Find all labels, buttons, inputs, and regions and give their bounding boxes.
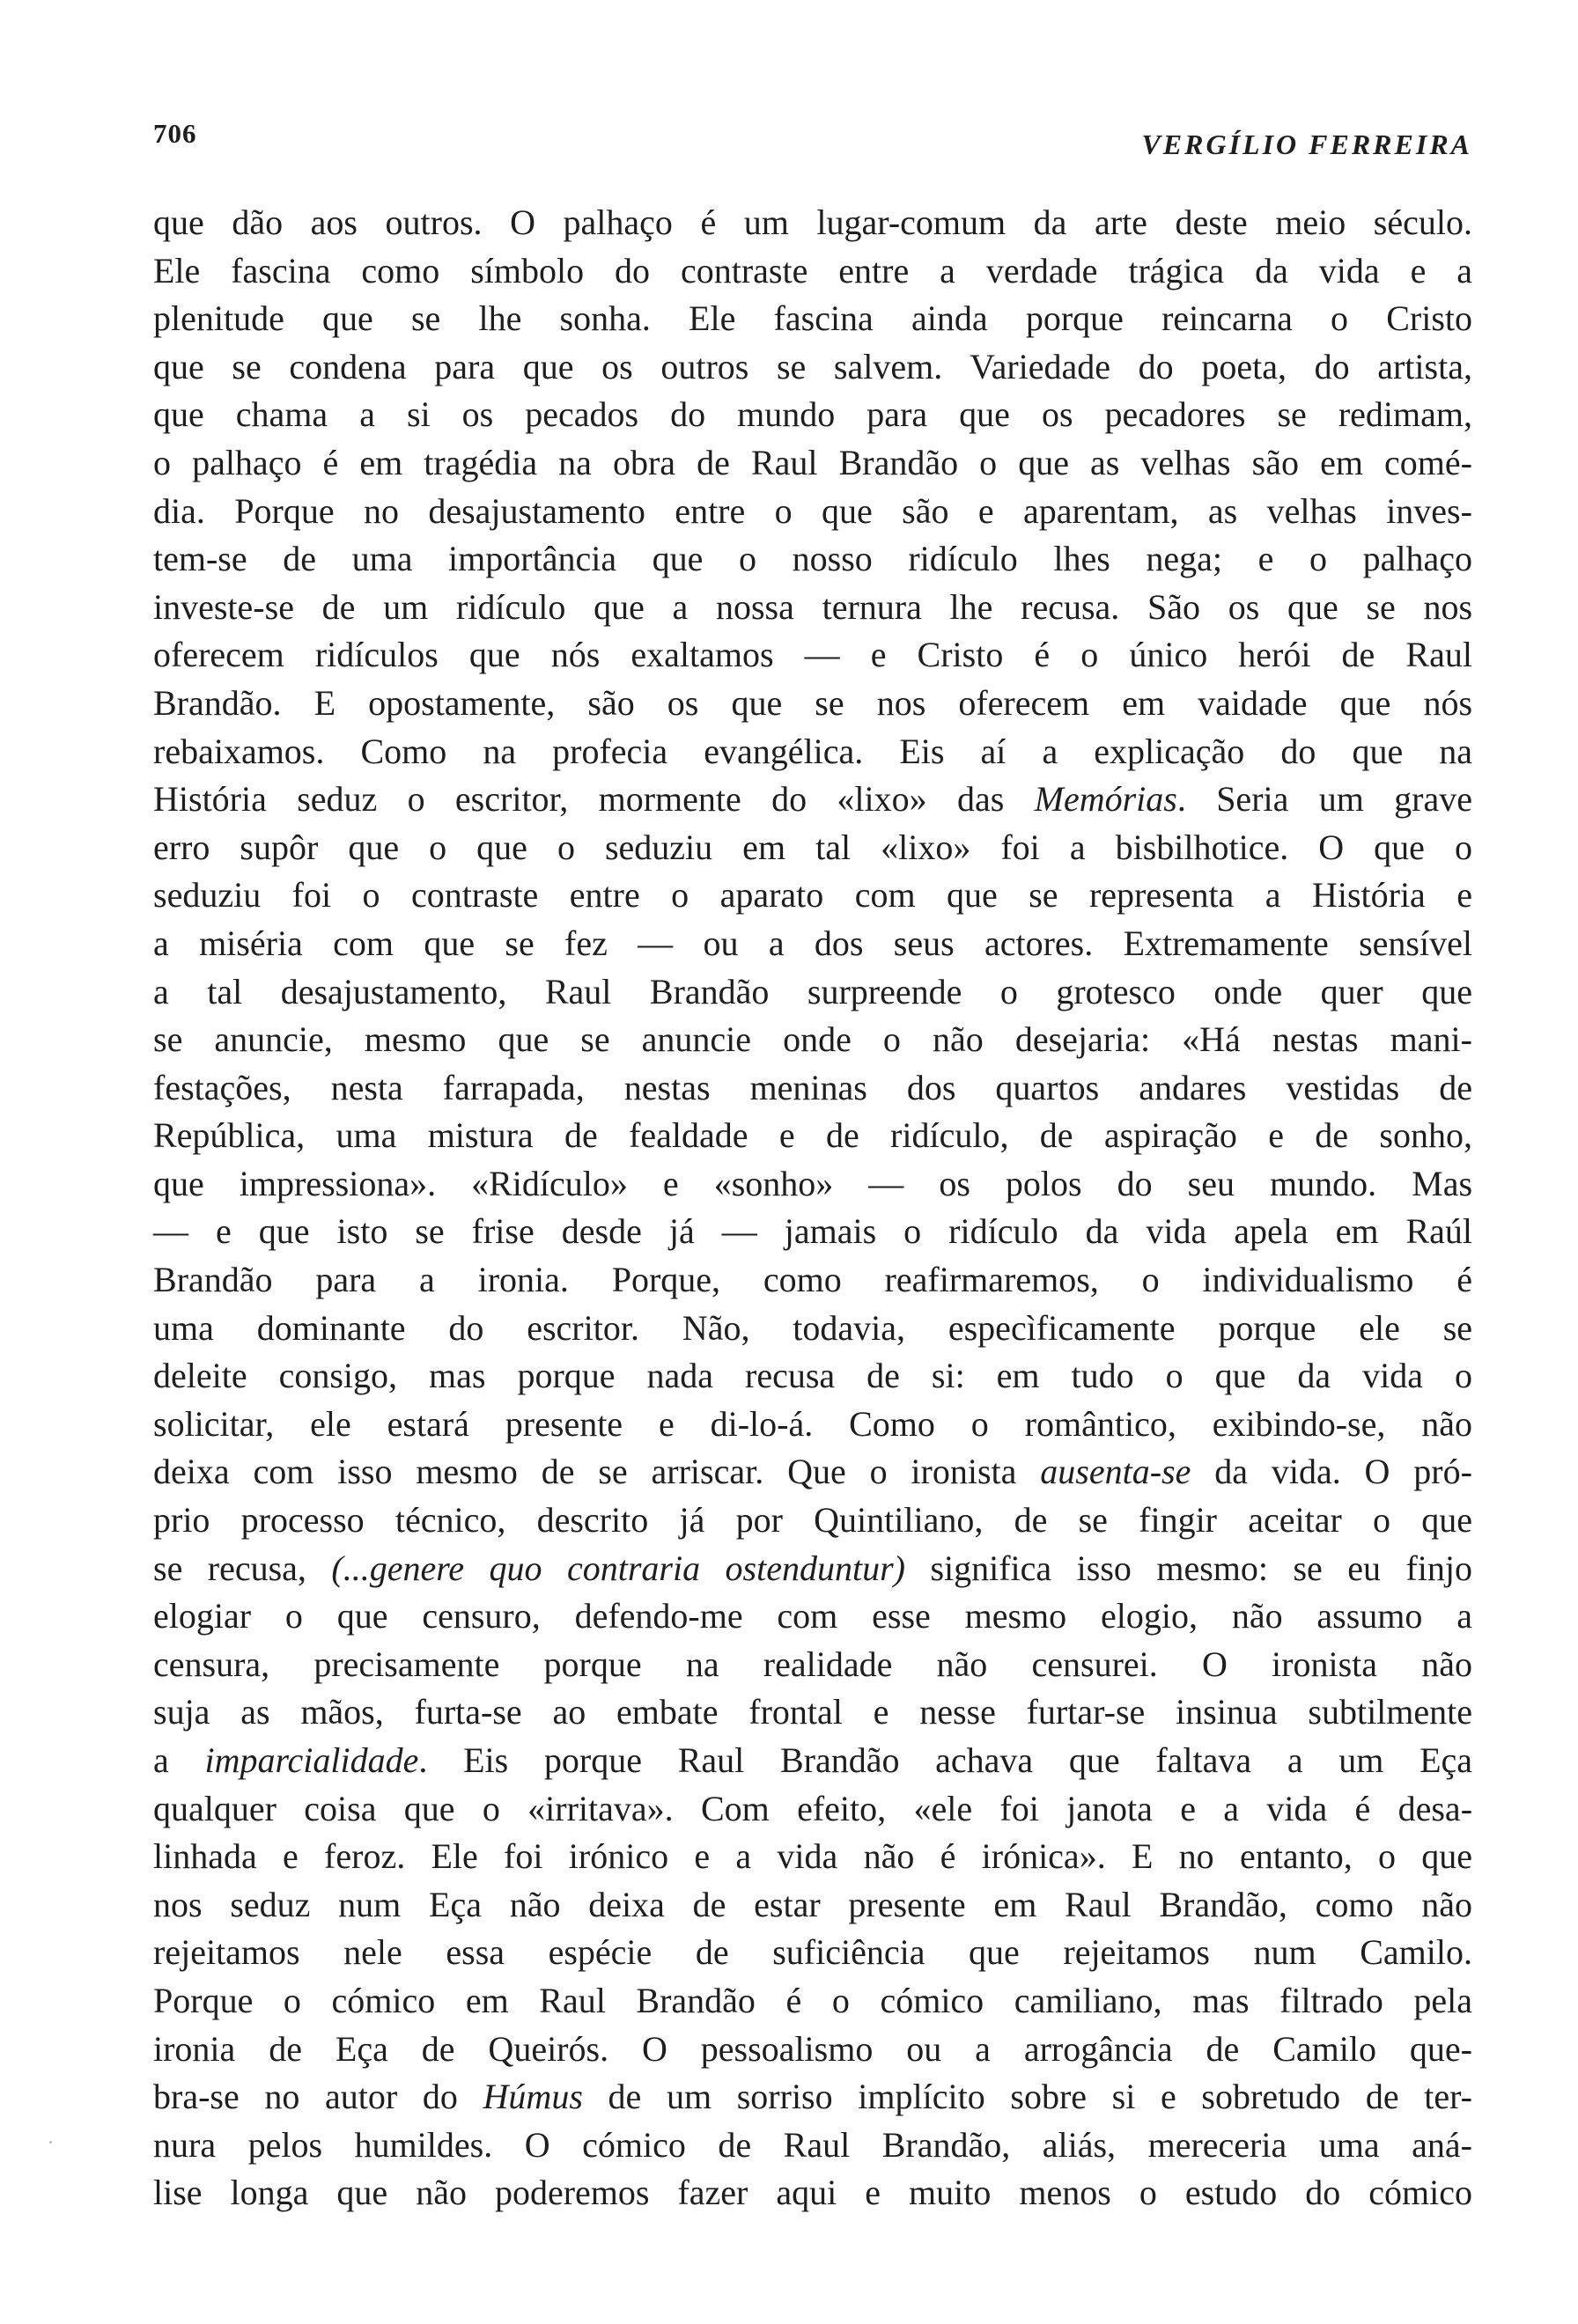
text-run: — e que isto se frise desde já — jamais o ridículo da vida apela em Raúl	[153, 1211, 1473, 1252]
body-text	[153, 199, 1472, 2217]
text-run: deleite consigo, mas porque nada recusa de si: em tudo o que da vida o	[153, 1356, 1472, 1396]
text-run: se anuncie, mesmo que se anuncie onde o não desejaria: «Há nestas mani-	[153, 1019, 1472, 1060]
text-run: tem-se de uma importância que o nosso ridículo lhes nega; e o palhaço	[153, 539, 1472, 579]
text-run: festações, nesta farrapada, nestas meninas dos quartos andares vestidas de	[153, 1067, 1472, 1107]
text-run: que chama a si os pecados do mundo para que os pecadores se redimam,	[153, 394, 1472, 435]
text-line	[153, 2073, 1472, 2122]
text-run: seduziu foi o contraste entre o aparato com que se representa a História e	[153, 875, 1473, 916]
text-run: rebaixamos. Como na profecia evangélica. Eis aí a explicação do que na	[153, 731, 1473, 771]
text-run: que impressiona». «Ridículo» e «sonho» — os polos do seu mundo. Mas	[153, 1163, 1473, 1203]
text-run: rejeitamos nele essa espécie de suficiência que rejeitamos num Camilo.	[153, 1932, 1473, 1973]
text-run: nura pelos humildes. O cómico de Raul Brandão, aliás, mereceria uma aná-	[153, 2124, 1472, 2165]
text-run: a tal desajustamento, Raul Brandão surpreende o grotesco onde quer que	[153, 971, 1472, 1011]
text-run: da vida. O pró-	[1191, 1452, 1472, 1492]
text-run: . Seria um grave	[1176, 779, 1472, 820]
text-line	[153, 1881, 1472, 1930]
text-run: lise longa que não poderemos fazer aqui e muito menos o estudo do cómico	[153, 2173, 1473, 2213]
italic-text: Húmus	[483, 2077, 583, 2117]
text-line	[153, 488, 1472, 536]
text-line	[153, 1545, 1472, 1593]
text-run: bra-se no autor do	[153, 2077, 483, 2117]
text-line	[153, 1929, 1472, 1977]
text-run: solicitar, ele estará presente e di-lo-á. Como o romântico, exibindo-se, não	[153, 1403, 1473, 1444]
text-line	[153, 1112, 1472, 1160]
text-run: linhada e feroz. Ele foi irónico e a vida não é irónica». E no entanto, o que	[153, 1836, 1473, 1877]
text-run: Porque o cómico em Raul Brandão é o cómico camiliano, mas filtrado pela	[153, 1980, 1473, 2020]
text-run: censura, precisamente porque na realidade não censurei. O ironista não	[153, 1644, 1472, 1684]
page-number: 706	[153, 118, 197, 149]
text-line	[153, 1497, 1472, 1545]
text-line	[153, 439, 1472, 488]
text-line	[153, 1064, 1472, 1113]
text-run: dia. Porque no desajustamento entre o que são e aparentam, as velhas inves-	[153, 490, 1472, 531]
text-run: História seduz o escritor, mormente do «lixo» das	[153, 779, 1035, 820]
text-run: de um sorriso implícito sobre si e sobretudo de ter-	[582, 2077, 1472, 2117]
text-line	[153, 1592, 1472, 1641]
text-line	[153, 1833, 1472, 1881]
margin-speck	[49, 2141, 52, 2144]
text-run: Brandão. E opostamente, são os que se nos oferecem em vaidade que nós	[153, 682, 1473, 723]
text-run: que se condena para que os outros se salvem. Variedade do poeta, do artista,	[153, 346, 1472, 386]
text-line	[153, 1016, 1472, 1064]
text-run: deixa com isso mesmo de se arriscar. Que o ironista	[153, 1452, 1041, 1492]
running-head: VERGÍLIO FERREIRA	[1141, 129, 1472, 160]
text-line	[153, 1448, 1472, 1497]
text-line	[153, 199, 1472, 247]
text-run: . Eis porque Raul Brandão achava que faltava a um Eça	[418, 1740, 1473, 1780]
text-run: República, uma mistura de fealdade e de ridículo, de aspiração e de sonho,	[153, 1115, 1472, 1156]
text-line	[153, 2122, 1472, 2170]
text-line	[153, 968, 1472, 1017]
text-line	[153, 1160, 1472, 1209]
text-run: Ele fascina como símbolo do contraste entre a verdade trágica da vida e a	[153, 250, 1473, 290]
text-line	[153, 2026, 1472, 2074]
text-line	[153, 728, 1472, 776]
text-line	[153, 680, 1472, 728]
text-line	[153, 1641, 1472, 1689]
text-line	[153, 247, 1472, 296]
text-run: investe-se de um ridículo que a nossa ternura lhe recusa. São os que se nos	[153, 586, 1473, 627]
text-line	[153, 584, 1472, 632]
text-line	[153, 920, 1472, 968]
text-line	[153, 824, 1472, 872]
text-line	[153, 1305, 1472, 1353]
text-run: Brandão para a ironia. Porque, como reafirmaremos, o individualismo é	[153, 1260, 1473, 1300]
text-run: se recusa,	[153, 1548, 332, 1588]
text-line	[153, 872, 1472, 920]
text-run: qualquer coisa que o «irritava». Com efeito, «ele foi janota e a vida é desa-	[153, 1788, 1473, 1828]
text-line	[153, 1208, 1472, 1256]
italic-text: Memórias	[1034, 779, 1177, 820]
text-run: suja as mãos, furta-se ao embate frontal e nesse furtar-se insinua subtilmente	[153, 1692, 1473, 1732]
text-line	[153, 1977, 1472, 2026]
italic-text: imparcialidade	[204, 1740, 419, 1780]
text-line	[153, 1737, 1472, 1785]
text-line	[153, 1785, 1472, 1834]
text-line	[153, 1256, 1472, 1305]
italic-text: ausenta-se	[1040, 1452, 1191, 1492]
text-run: ironia de Eça de Queirós. O pessoalismo ou a arrogância de Camilo que-	[153, 2028, 1472, 2069]
text-run: plenitude que se lhe sonha. Ele fascina ainda porque reincarna o Cristo	[153, 298, 1473, 339]
text-line	[153, 1688, 1472, 1737]
text-line	[153, 295, 1472, 343]
text-run: significa isso mesmo: se eu finjo	[904, 1548, 1473, 1588]
text-line	[153, 631, 1472, 680]
italic-text: (...genere quo contraria ostenduntur)	[331, 1548, 905, 1588]
text-line	[153, 391, 1472, 439]
text-line	[153, 776, 1472, 824]
text-run: uma dominante do escritor. Não, todavia, especìficamente porque ele se	[153, 1307, 1473, 1348]
text-run: a	[153, 1740, 205, 1780]
text-line	[153, 343, 1472, 392]
text-run: prio processo técnico, descrito já por Quintiliano, de se fingir aceitar o que	[153, 1500, 1473, 1541]
text-line	[153, 535, 1472, 584]
text-run: que dão aos outros. O palhaço é um lugar-comum da arte deste meio século.	[153, 202, 1472, 242]
text-line	[153, 2169, 1472, 2217]
text-run: o palhaço é em tragédia na obra de Raul Brandão o que as velhas são em comé-	[153, 442, 1472, 482]
text-run: oferecem ridículos que nós exaltamos — e Cristo é o único herói de Raul	[153, 635, 1472, 675]
text-run: erro supôr que o que o seduziu em tal «lixo» foi a bisbilhotice. O que o	[153, 827, 1472, 867]
text-run: a miséria com que se fez — ou a dos seus actores. Extremamente sensível	[153, 923, 1472, 963]
text-line	[153, 1401, 1472, 1449]
text-line	[153, 1352, 1472, 1401]
text-run: elogiar o que censuro, defendo-me com esse mesmo elogio, não assumo a	[153, 1596, 1473, 1636]
text-run: nos seduz num Eça não deixa de estar presente em Raul Brandão, como não	[153, 1884, 1473, 1924]
